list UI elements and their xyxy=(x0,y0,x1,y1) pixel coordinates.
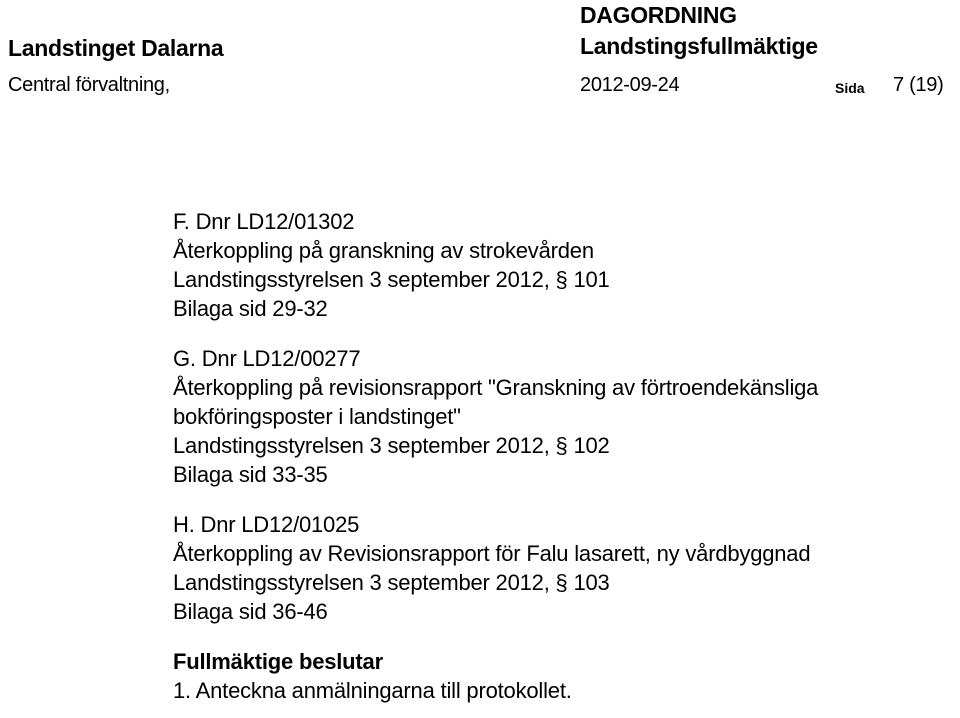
item-title-continued: bokföringsposter i landstinget" xyxy=(173,404,461,429)
document-type: DAGORDNING xyxy=(580,2,737,28)
agenda-content xyxy=(173,207,953,705)
governing-body: Landstingsfullmäktige xyxy=(580,33,818,59)
document-date: 2012-09-24 xyxy=(580,74,680,96)
item-dnr: F. Dnr LD12/01302 xyxy=(173,209,355,234)
item-attachment: Bilaga sid 29-32 xyxy=(173,296,328,321)
page-number: 7 (19) xyxy=(893,74,944,96)
item-reference: Landstingsstyrelsen 3 september 2012, § 102 xyxy=(173,433,610,458)
organization-name: Landstinget Dalarna xyxy=(8,35,224,61)
department-name: Central förvaltning, xyxy=(8,74,170,96)
item-title: Återkoppling på revisionsrapport "Granskning av förtroendekänsliga xyxy=(173,375,819,400)
decision-point: 1. Anteckna anmälningarna till protokollet. xyxy=(173,678,572,703)
item-attachment: Bilaga sid 36-46 xyxy=(173,599,328,624)
item-reference: Landstingsstyrelsen 3 september 2012, § 101 xyxy=(173,267,610,292)
decision-section xyxy=(173,647,953,705)
item-dnr: H. Dnr LD12/01025 xyxy=(173,512,360,537)
item-attachment: Bilaga sid 33-35 xyxy=(173,462,328,487)
item-dnr: G. Dnr LD12/00277 xyxy=(173,346,361,371)
agenda-item-f xyxy=(173,207,953,323)
decision-title: Fullmäktige beslutar xyxy=(173,649,383,674)
agenda-item-g xyxy=(173,344,953,489)
item-title: Återkoppling på granskning av strokevården xyxy=(173,238,594,263)
agenda-item-h xyxy=(173,510,953,626)
item-reference: Landstingsstyrelsen 3 september 2012, § 103 xyxy=(173,570,610,595)
page-label: Sida xyxy=(835,80,865,96)
item-title: Återkoppling av Revisionsrapport för Falu lasarett, ny vårdbyggnad xyxy=(173,541,811,566)
